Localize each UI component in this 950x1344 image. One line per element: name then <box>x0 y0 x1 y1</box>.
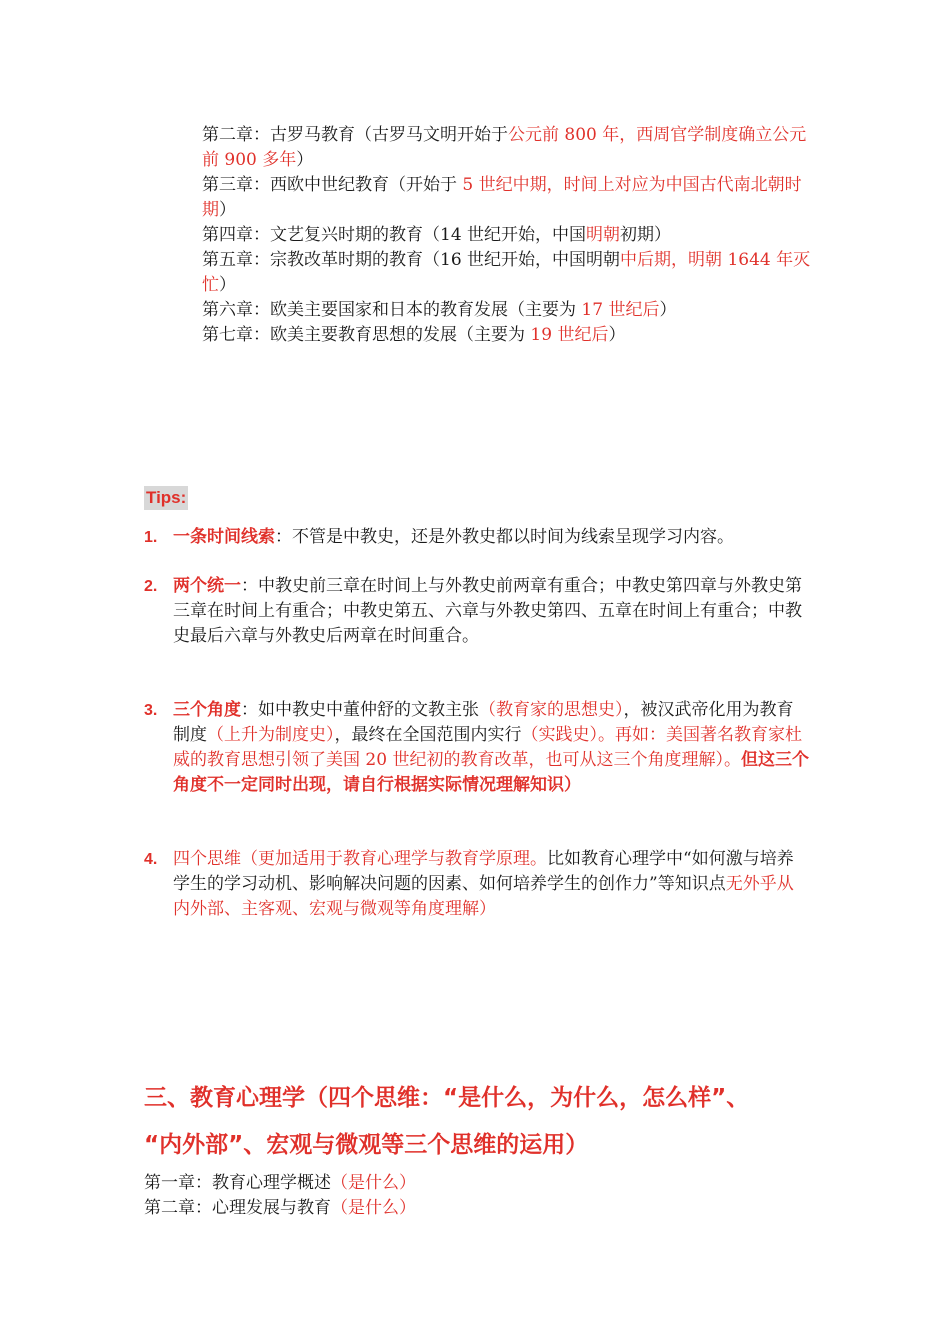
tip-body <box>173 525 810 550</box>
chapter-line <box>202 173 812 223</box>
text-run: （是什么） <box>331 1198 416 1218</box>
text-run: 明朝 <box>586 225 621 245</box>
tip-body <box>173 574 810 649</box>
tip-item <box>144 847 810 922</box>
chapter-line <box>144 1196 804 1221</box>
tip-number: 4. <box>144 851 158 868</box>
text-run: 比如教育心理学中“如何激与培养学生的学习动机、影响解决问题的因素、如何培养学生的创作力”等知识点 <box>173 849 794 894</box>
chapter-line <box>202 223 812 248</box>
text-run: 公元前 800 年，西周官学制度确立公元前 900 多年 <box>202 125 807 170</box>
text-run: 一条时间线索 <box>173 527 275 547</box>
text-run: 第六章：欧美主要国家和日本的教育发展（主要为 <box>202 300 576 320</box>
text-run: 5 世纪中期，时间上对应为中国古代南北朝时期 <box>202 175 802 220</box>
text-run: 第四章：文艺复兴时期的教育（14 世纪开始，中国 <box>202 225 587 245</box>
text-run: ） <box>296 150 314 170</box>
text-run: 三个角度 <box>173 700 241 720</box>
text-run: 第七章：欧美主要教育思想的发展（主要为 <box>202 325 525 345</box>
chapter-line <box>202 323 812 348</box>
tip-item <box>144 698 810 798</box>
text-run: 四个思维（更加适用于教育心理学与教育学原理。 <box>173 849 547 869</box>
text-run: ） <box>608 325 626 345</box>
text-run: （是什么） <box>331 1173 416 1193</box>
text-run: 初期） <box>620 225 672 245</box>
tip-item <box>144 525 810 550</box>
text-run: 第一章：教育心理学概述 <box>144 1173 331 1193</box>
text-run: 第二章：心理发展与教育 <box>144 1198 331 1218</box>
text-run: 19 世纪后 <box>525 325 609 345</box>
tip-number: 1. <box>144 529 158 546</box>
tip-body <box>173 847 810 922</box>
section-heading: “内外部”、宏观与微观等三个思维的运用） <box>144 1132 589 1158</box>
text-run: 第三章：西欧中世纪教育（开始于 <box>202 175 457 195</box>
text-run: 两个统一 <box>173 576 241 596</box>
text-run: 第二章：古罗马教育（古罗马文明开始于 <box>202 125 508 145</box>
text-run: 17 世纪后 <box>576 300 660 320</box>
text-run: ：如中教史中董仲舒的文教主张 <box>241 700 479 720</box>
text-run: （上升为制度史） <box>207 725 335 745</box>
tip-item <box>144 574 810 649</box>
text-run: 无外乎从内外部、主客观、宏观与微观等角度理解） <box>173 874 794 919</box>
text-run: ：不管是中教史，还是外教史都以时间为线索呈现学习内容。 <box>275 527 734 547</box>
text-run: （实践史）。再如：美国著名教育家杜威的教育思想引领了美国 20 世纪初的教育改革，也可从这三个角度理解）。 <box>173 725 802 770</box>
tip-body <box>173 698 810 798</box>
text-run: 但这三个角度不一定同时出现，请自行根据实际情况理解知识） <box>173 750 809 795</box>
text-run: ） <box>659 300 677 320</box>
text-run: ，被汉武帝化用为教育制度 <box>173 700 794 745</box>
text-run: ，最终在全国范围内实行 <box>334 725 522 745</box>
chapter-line <box>202 123 812 173</box>
tip-number: 3. <box>144 702 158 719</box>
text-run: ：中教史前三章在时间上与外教史前两章有重合；中教史第四章与外教史第三章在时间上有重合；中教史第五、六章与外教史第四、五章在时间上有重合；中教史最后六章与外教史后两章在时间重合。 <box>173 576 802 646</box>
text-run: 中后期，明朝 1644 年灭忙 <box>202 250 811 295</box>
text-run: 第五章：宗教改革时期的教育（16 世纪开始，中国明朝 <box>202 250 621 270</box>
text-run: ） <box>219 275 236 295</box>
tips-label: Tips: <box>144 486 188 510</box>
section-heading: 三、教育心理学（四个思维：“是什么，为什么，怎么样”、 <box>144 1085 750 1111</box>
chapter-line <box>202 248 812 298</box>
text-run: ） <box>219 200 236 220</box>
chapter-line <box>144 1171 804 1196</box>
psychology-chapter-list <box>144 1171 804 1221</box>
text-run: （教育家的思想史） <box>479 700 624 720</box>
chapter-line <box>202 298 812 323</box>
tip-number: 2. <box>144 578 158 595</box>
foreign-education-chapter-list <box>202 123 812 348</box>
